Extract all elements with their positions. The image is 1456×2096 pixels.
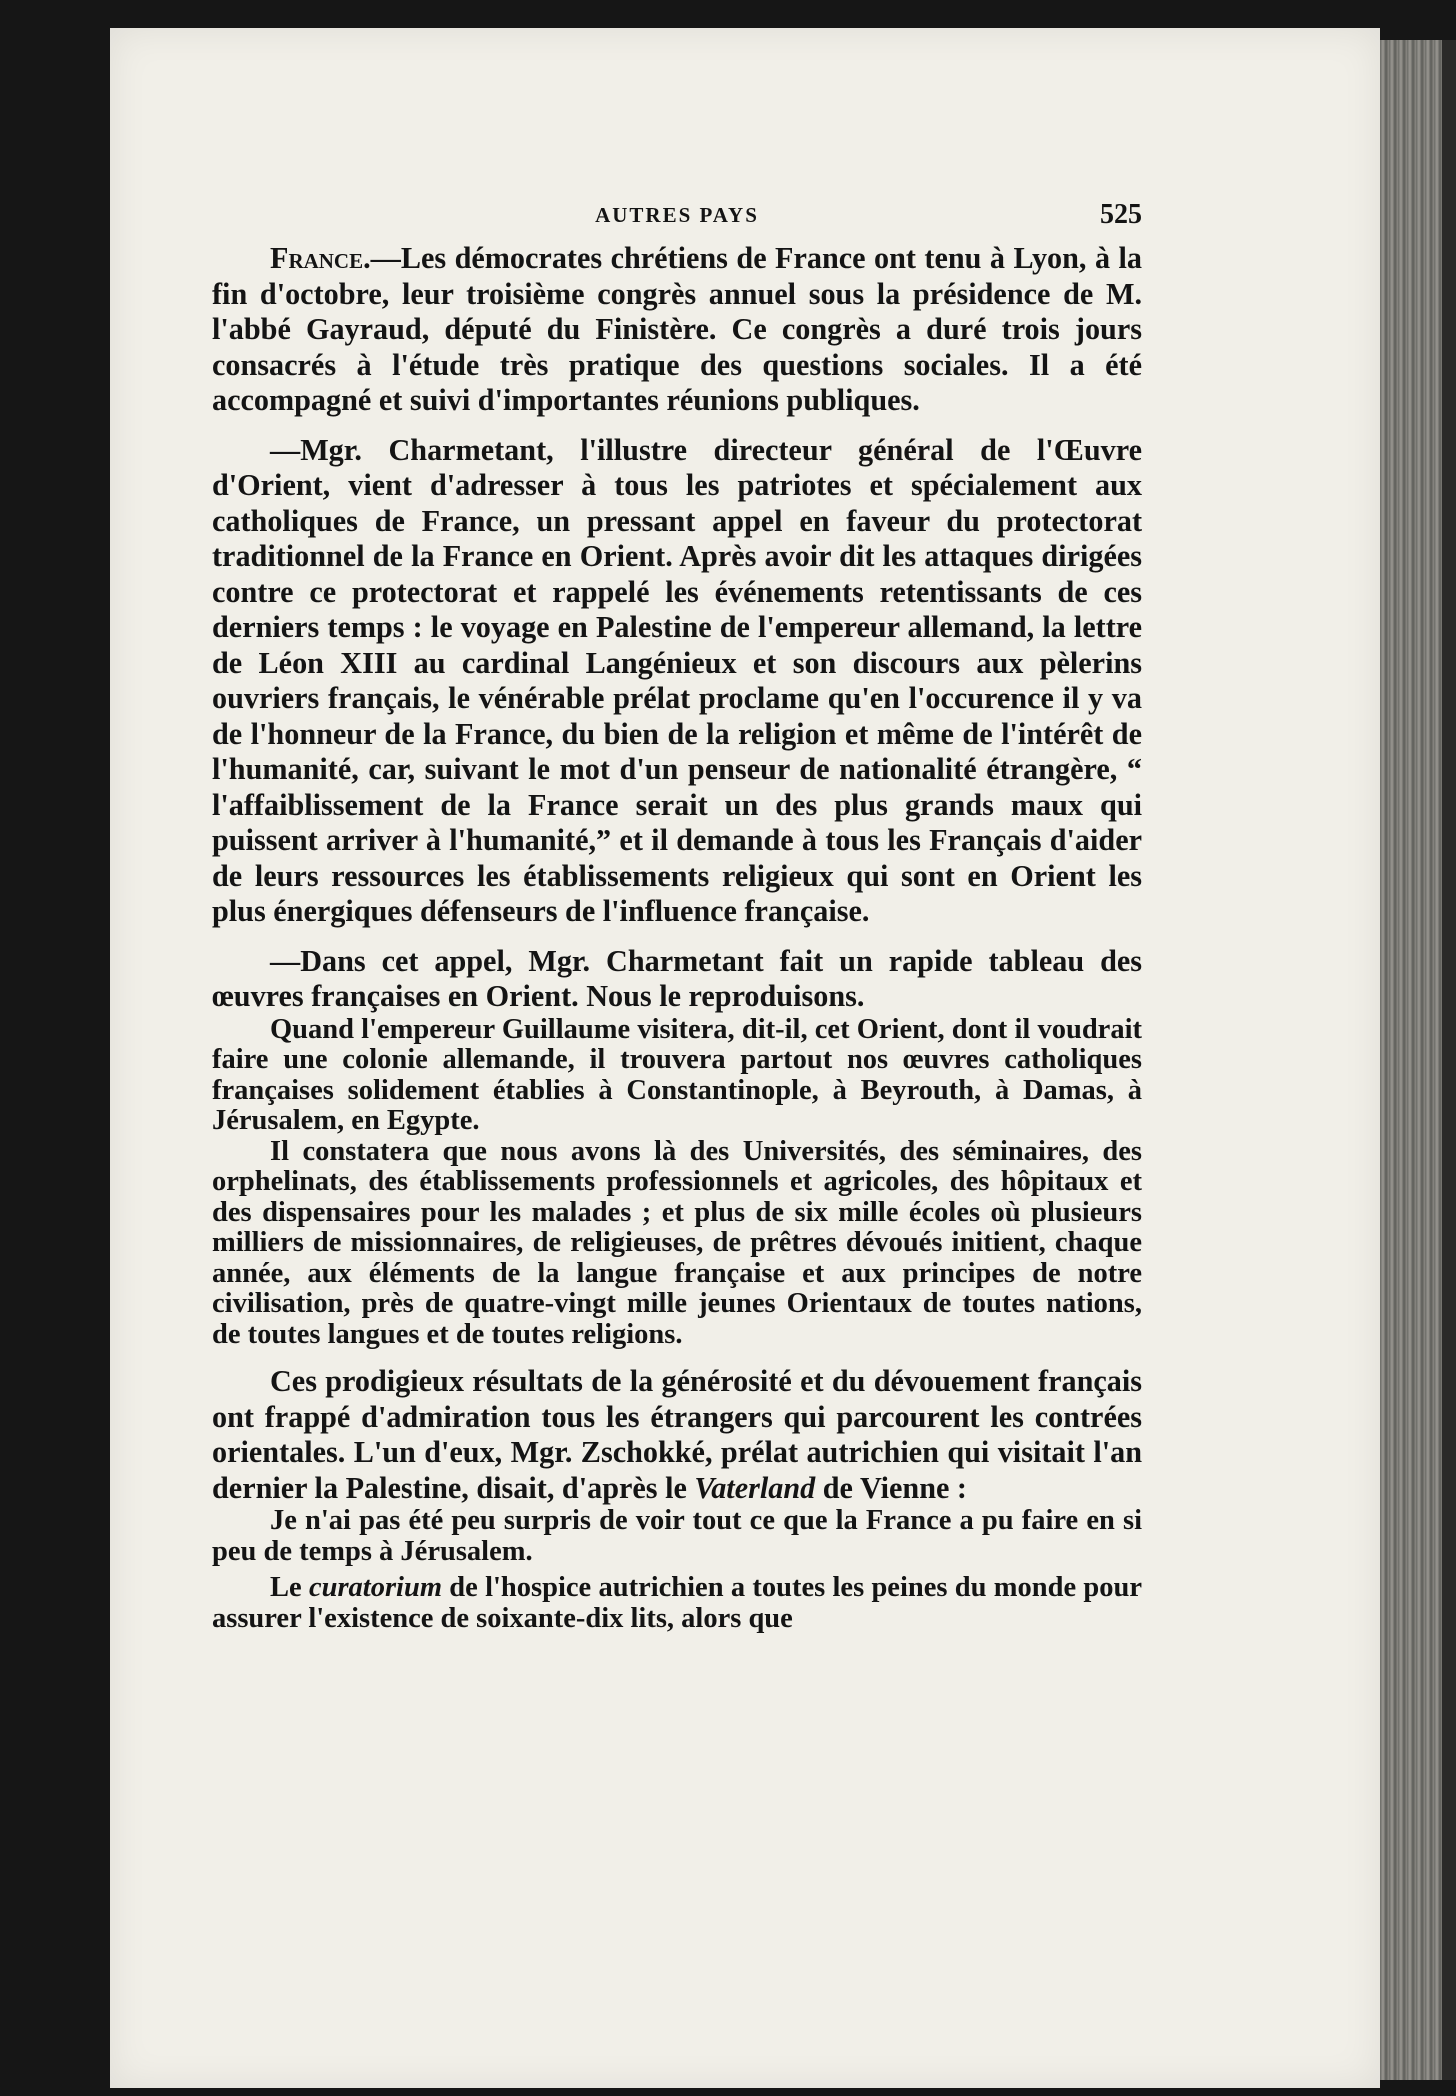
page-content [212, 195, 1142, 1634]
book-edge-shadow [1442, 40, 1456, 2080]
paragraph-charmetant: —Mgr. Charmetant, l'illustre directeur général de l'Œuvre d'Orient, vient d'adresser à tous les patriotes et spécialement aux catholiques de France, un pressant appel en faveur du protectorat traditionnel de la France en Orient. Après avoir dit les attaques dirigées contre ce protectorat et rappelé les événements retentissants de ces derniers temps : le voyage en Palestine de l'empereur allemand, la lettre de Léon XIII au cardinal Langénieux et son discours aux pèlerins ouvriers français, le vénérable prélat proclame qu'en l'occurence il y va de l'honneur de la France, du bien de la religion et même de l'intérêt de l'humanité, car, suivant le mot d'un penseur de nationalité étrangère, “ l'affaiblissement de la France serait un des plus grands maux qui puissent arriver à l'humanité,” et il demande à tous les Français d'aider de leurs ressources les établissements religieux qui sont en Orient les plus énergiques défenseurs de l'influence française. [212, 432, 1142, 928]
quote-curatorium [212, 1573, 1142, 1634]
quote-universites: Il constatera que nous avons là des Universités, des séminaires, des orphelinats, des établissements professionnels et agricoles, des hôpitaux et des dispensaires pour les malades ; et plus de six mille écoles où plusieurs milliers de missionnaires, de religieuses, de prêtres dévoués initient, chaque année, aux éléments de la langue française et aux principes de notre civilisation, près de quatre-vingt mille jeunes Orientaux de toutes nations, de toutes langues et de toutes religions. [212, 1135, 1142, 1350]
paragraph-france [212, 241, 1142, 419]
paragraph-text: de Vienne : [815, 1470, 967, 1505]
running-title: AUTRES PAYS [595, 203, 759, 227]
section-lead: France. [270, 241, 371, 275]
quote-guillaume: Quand l'empereur Guillaume visitera, dit-il, cet Orient, dont il voudrait faire une colonie allemande, il trouvera partout nos œuvres catholiques françaises solidement établies à Constantinople, à Beyrouth, à Damas, à Jérusalem, en Egypte. [212, 1013, 1142, 1136]
page-number: 525 [1100, 199, 1142, 230]
page-stack-edge [1380, 40, 1442, 2080]
running-head [212, 195, 1142, 241]
italic-title: Vaterland [694, 1470, 816, 1505]
paragraph-prodigieux [212, 1364, 1142, 1506]
quote-text: Le [270, 1572, 309, 1603]
paragraph-text: —Les démocrates chrétiens de France ont tenu à Lyon, à la fin d'octobre, leur troisième congrès annuel sous la présidence de M. l'abbé Gayraud, député du Finistère. Ce congrès a duré trois jours consacrés à l'étude très pratique des questions sociales. Il a été accompagné et suivi d'importantes réunions publiques. [212, 241, 1142, 417]
paragraph-text: Ces prodigieux résultats de la générosité et du dévouement français ont frappé d'admiration tous les étrangers qui parcourent les contrées orientales. L'un d'eux, Mgr. Zschokké, prélat autrichien qui visitait l'an dernier la Palestine, disait, d'après le [212, 1364, 1142, 1505]
quote-jerusalem: Je n'ai pas été peu surpris de voir tout ce que la France a pu faire en si peu de temps à Jérusalem. [212, 1505, 1142, 1567]
italic-term: curatorium [308, 1572, 442, 1603]
paragraph-appel: —Dans cet appel, Mgr. Charmetant fait un rapide tableau des œuvres françaises en Orient. Nous le reproduisons. [212, 943, 1142, 1013]
quote-text: de l'hospice autrichien a toutes les peines du monde pour assurer l'existence de soixante-dix lits, alors que [212, 1572, 1142, 1634]
